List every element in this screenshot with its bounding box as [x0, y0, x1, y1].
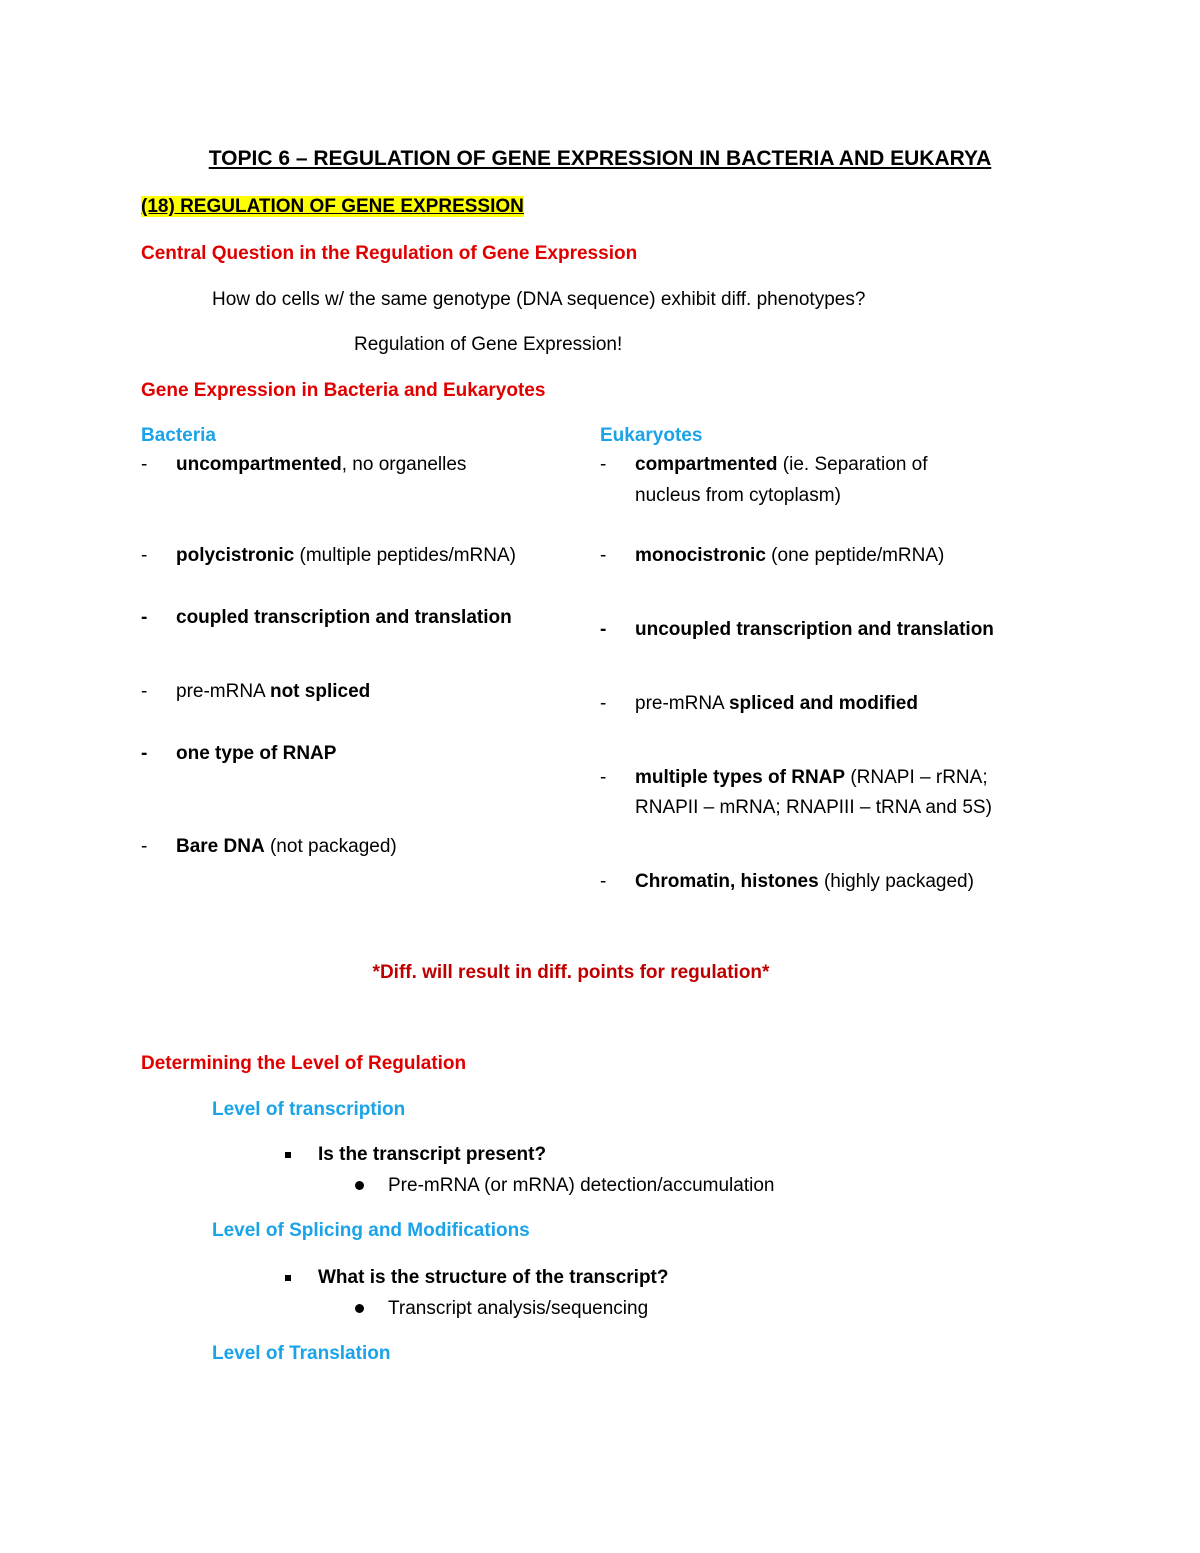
eukaryotes-item: [600, 871, 974, 894]
bullet-dash: -: [141, 743, 148, 764]
bacteria-item: [141, 545, 516, 568]
bacteria-item-plain: pre-mRNA: [176, 681, 270, 702]
eukaryotes-item-bold: compartmented: [635, 454, 778, 475]
bacteria-item: [141, 743, 337, 766]
bullet-dash: -: [600, 693, 607, 714]
eukaryotes-item-plain: pre-mRNA: [635, 693, 729, 714]
bacteria-item-bold: uncompartmented: [176, 454, 342, 475]
eukaryotes-item-rest: (RNAPI – rRNA;: [845, 767, 988, 788]
eukaryotes-label: Eukaryotes: [600, 425, 703, 446]
bacteria-item-bold: not spliced: [269, 681, 371, 702]
eukaryotes-item: [600, 693, 918, 716]
eukaryotes-item-continuation: nucleus from cytoplasm): [635, 485, 841, 506]
square-bullet-icon: [285, 1152, 291, 1158]
eukaryotes-item-bold: spliced and modified: [728, 693, 918, 714]
eukaryotes-item: [600, 545, 945, 568]
bacteria-item: [141, 836, 397, 859]
bullet-dash: -: [600, 454, 607, 475]
bullet-dash: -: [141, 681, 148, 702]
bullet-dash: -: [600, 767, 607, 788]
central-question-answer: Regulation of Gene Expression!: [354, 334, 623, 355]
section-heading-text: (18) REGULATION OF GENE EXPRESSION: [141, 196, 524, 217]
level-splicing-answer: Transcript analysis/sequencing: [388, 1298, 649, 1319]
bacteria-item-rest: (multiple peptides/mRNA): [294, 545, 516, 566]
eukaryotes-item: [600, 454, 928, 477]
bullet-dash: -: [600, 619, 607, 640]
levels-heading: Determining the Level of Regulation: [141, 1053, 467, 1074]
section-heading: [141, 196, 524, 219]
bullet-dash: -: [141, 607, 148, 628]
bullet-dash: -: [141, 454, 148, 475]
eukaryotes-item-continuation: RNAPII – mRNA; RNAPIII – tRNA and 5S): [635, 797, 992, 818]
bacteria-item-bold: Bare DNA: [176, 836, 265, 857]
bacteria-item-bold: polycistronic: [176, 545, 295, 566]
eukaryotes-item-bold: multiple types of RNAP: [635, 767, 846, 788]
central-question-heading: Central Question in the Regulation of Gene Expression: [141, 243, 638, 264]
eukaryotes-item-rest: (one peptide/mRNA): [765, 545, 945, 566]
level-transcription-answer: Pre-mRNA (or mRNA) detection/accumulation: [388, 1175, 775, 1196]
bacteria-item-rest: (not packaged): [264, 836, 397, 857]
bacteria-item-rest: , no organelles: [341, 454, 467, 475]
central-question-text: How do cells w/ the same genotype (DNA sequence) exhibit diff. phenotypes?: [212, 289, 866, 310]
bacteria-item: [141, 681, 371, 704]
bullet-dash: -: [600, 871, 607, 892]
eukaryotes-item-rest: (ie. Separation of: [777, 454, 928, 475]
level-translation-label: Level of Translation: [212, 1343, 391, 1364]
level-transcription-question: Is the transcript present?: [318, 1144, 547, 1165]
bullet-dash: -: [600, 545, 607, 566]
bacteria-item-bold: one type of RNAP: [176, 743, 337, 764]
round-bullet-icon: [355, 1181, 364, 1190]
comparison-heading: Gene Expression in Bacteria and Eukaryotes: [141, 380, 546, 401]
bacteria-item: [141, 607, 512, 630]
square-bullet-icon: [285, 1275, 291, 1281]
eukaryotes-item-bold: uncoupled transcription and translation: [635, 619, 994, 640]
eukaryotes-item: [600, 619, 994, 642]
page-title: TOPIC 6 – REGULATION OF GENE EXPRESSION IN BACTERIA AND EUKARYA: [208, 147, 992, 170]
bullet-dash: -: [141, 545, 148, 566]
level-splicing-question: What is the structure of the transcript?: [318, 1267, 669, 1288]
bullet-dash: -: [141, 836, 148, 857]
bacteria-label: Bacteria: [141, 425, 216, 446]
bacteria-item: [141, 454, 467, 477]
eukaryotes-item-bold: monocistronic: [635, 545, 766, 566]
round-bullet-icon: [355, 1304, 364, 1313]
comparison-note: *Diff. will result in diff. points for regulation*: [372, 962, 770, 983]
eukaryotes-item-bold: Chromatin, histones: [635, 871, 819, 892]
level-transcription-label: Level of transcription: [212, 1099, 406, 1120]
eukaryotes-item: [600, 767, 988, 790]
level-splicing-label: Level of Splicing and Modifications: [212, 1220, 530, 1241]
bacteria-item-bold: coupled transcription and translation: [176, 607, 512, 628]
eukaryotes-item-rest: (highly packaged): [818, 871, 974, 892]
